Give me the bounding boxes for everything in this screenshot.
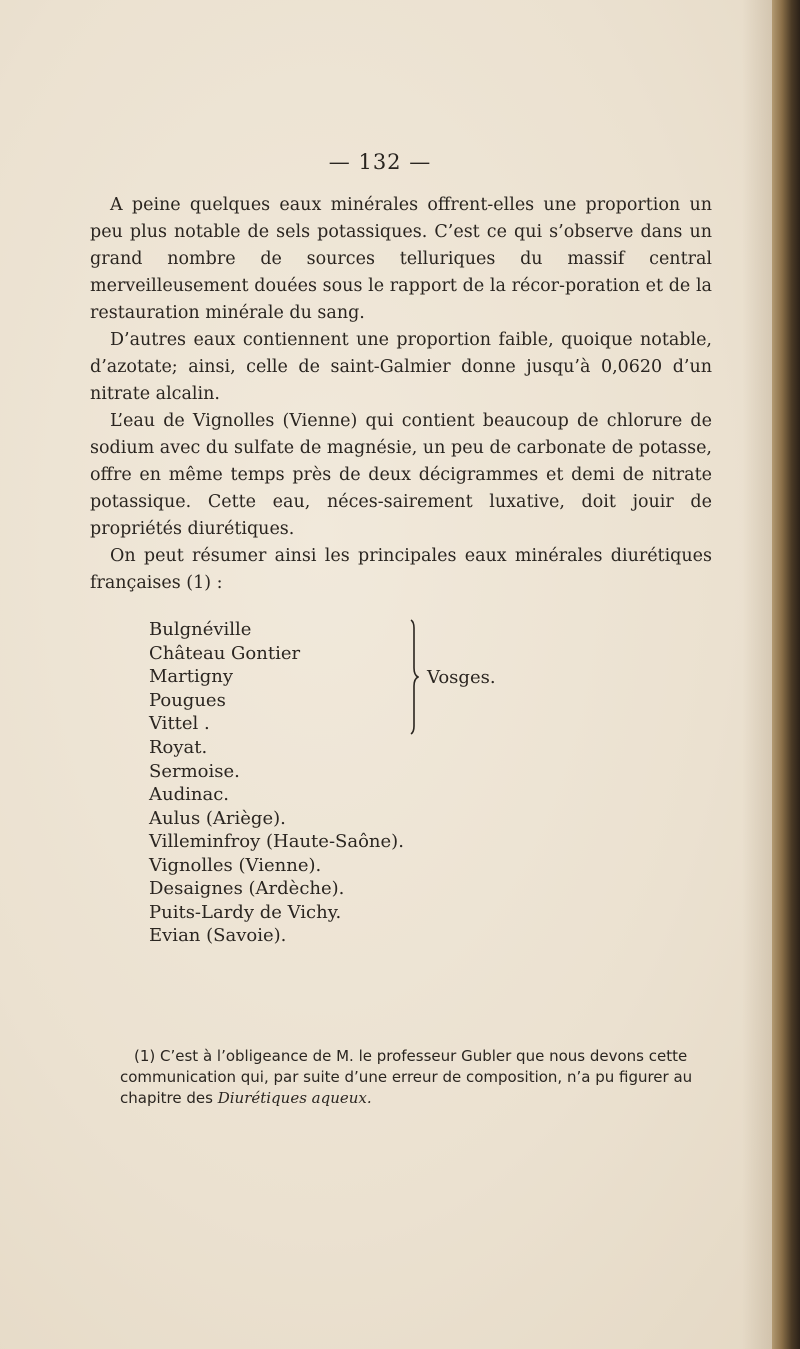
footnote	[120, 1046, 700, 1109]
vosges-group	[149, 618, 649, 736]
footnote-text: (1) C’est à l’obligeance de M. le professeur Gubler que nous devons cette communication qui, par suite d’une erreur de composition, n’a pu figurer au chapitre des	[120, 1047, 693, 1107]
list-item: Audinac.	[149, 784, 229, 805]
list-item: Château Gontier	[149, 642, 301, 664]
list-item: Villeminfroy (Haute-Saône).	[149, 831, 404, 852]
list-item: Evian (Savoie).	[149, 925, 287, 946]
list-item: Aulus (Ariège).	[149, 807, 286, 829]
paragraph-3: L’eau de Vignolles (Vienne) qui contient beaucoup de chlorure de sodium avec du sulfate de magnésie, un peu de carbonate de potasse, offre en même temps près de deux décigrammes et demi de nitrate potassique. Cette eau, néces-sairement luxative, doit jouir de propriétés diurétiques.	[90, 411, 712, 539]
list-item: Martigny	[149, 666, 234, 687]
list-item: Vignolles (Vienne).	[149, 854, 322, 876]
list-item: Royat.	[149, 737, 208, 758]
vosges-label: Vosges.	[427, 667, 496, 688]
footnote-italic: Diurétiques aqueux.	[217, 1089, 372, 1107]
list-item: Bulgnéville	[149, 619, 252, 640]
list-item: Puits-Lardy de Vichy.	[149, 901, 342, 923]
body-text	[90, 192, 712, 597]
vosges-group-items	[149, 618, 649, 736]
paragraph-1: A peine quelques eaux minérales offrent-elles une proportion un peu plus notable de sels potassiques. C’est ce qui s’observe dans un grand nombre de sources telluriques du massif central merveilleusement douées sous le rapport de la récor-poration et de la restauration minérale du sang.	[90, 195, 712, 323]
page-number: — 132 —	[328, 150, 432, 174]
right-brace-icon	[409, 618, 419, 736]
list-item: Desaignes (Ardèche).	[149, 878, 345, 899]
other-springs	[149, 736, 649, 948]
page-edge-shadow	[742, 0, 772, 1349]
paragraph-4: On peut résumer ainsi les principales eaux minérales diurétiques françaises (1) :	[90, 546, 712, 593]
paragraph-2: D’autres eaux contiennent une proportion faible, quoique notable, d’azotate; ainsi, celle de saint-Galmier donne jusqu’à 0,0620 d’un nitrate alcalin.	[90, 330, 712, 404]
book-binding-edge	[772, 0, 800, 1349]
list-item: Vittel .	[149, 713, 210, 734]
footnote-paragraph	[120, 1046, 700, 1109]
spring-list	[149, 618, 649, 948]
list-item: Sermoise.	[149, 760, 240, 782]
list-item: Pougues	[149, 689, 226, 711]
